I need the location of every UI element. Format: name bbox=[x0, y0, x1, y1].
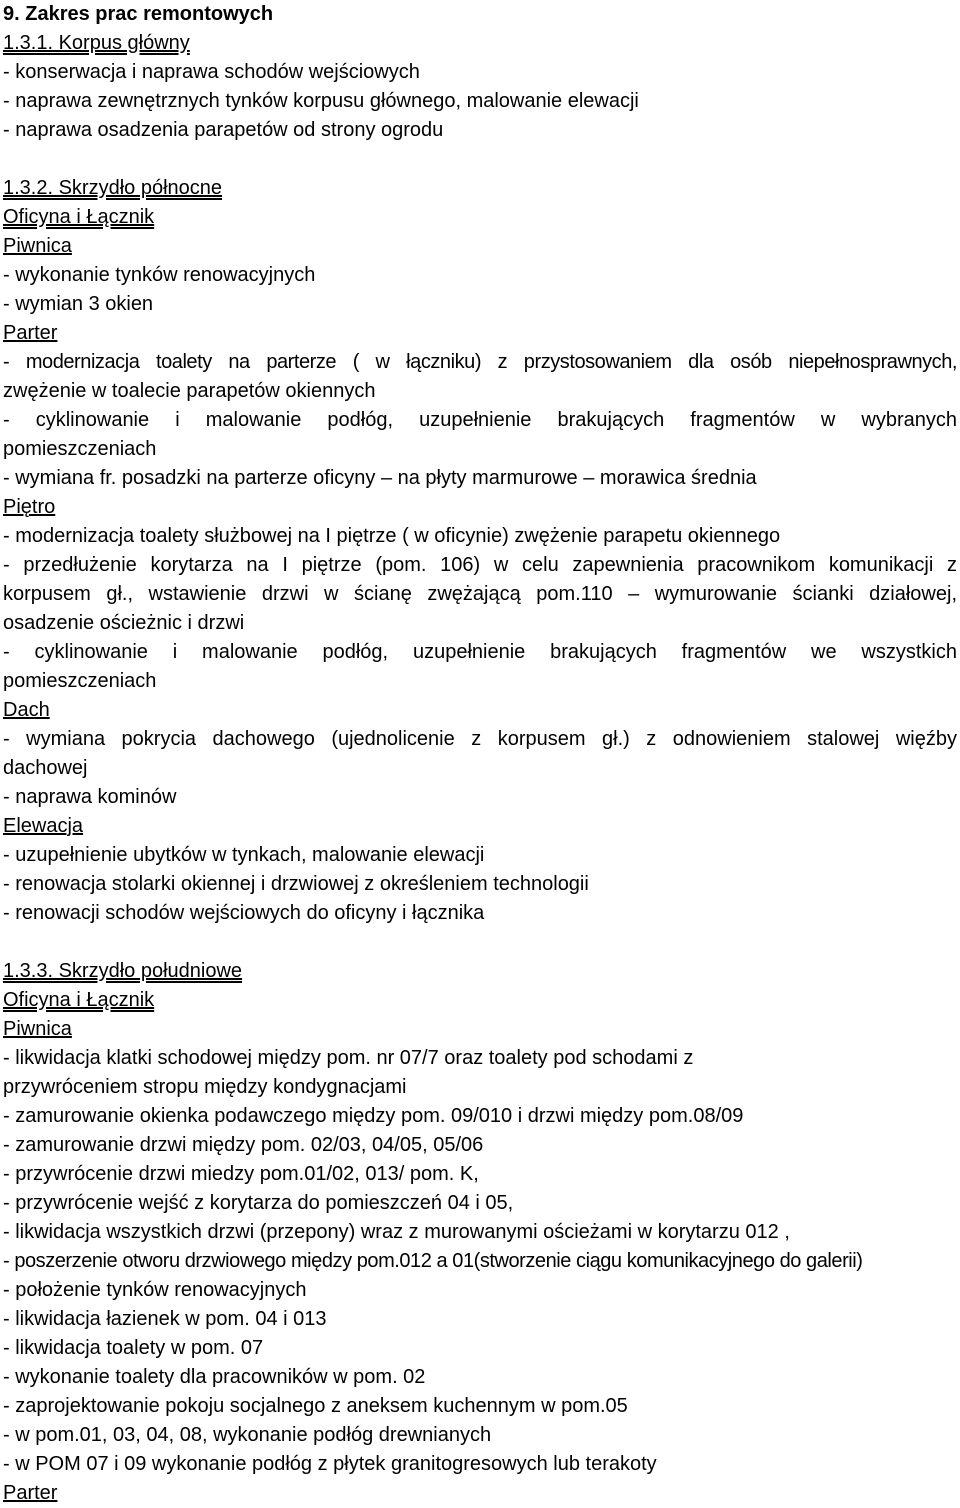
polnocne-piwnica-item: - wykonanie tynków renowacyjnych bbox=[3, 264, 316, 286]
polnocne-dach-item: dachowej bbox=[3, 757, 88, 779]
polnocne-pietro-label: Piętro bbox=[3, 496, 56, 518]
poludniowe-piwnica-item: - likwidacja łazienek w pom. 04 i 013 bbox=[3, 1308, 327, 1330]
polnocne-building: Oficyna i Łącznik bbox=[3, 206, 155, 228]
polnocne-pietro-item: korpusem gł., wstawienie drzwi w ścianę zwężającą pom.110 – wymurowanie ścianki działowej, bbox=[3, 583, 957, 605]
polnocne-dach-item: - naprawa kominów bbox=[3, 786, 177, 808]
document-page bbox=[3, 0, 957, 1508]
poludniowe-parter-label: Parter bbox=[3, 1482, 58, 1504]
poludniowe-piwnica-item: - położenie tynków renowacyjnych bbox=[3, 1279, 307, 1301]
poludniowe-piwnica-item: - w POM 07 i 09 wykonanie podłóg z płytek granitogresowych lub terakoty bbox=[3, 1453, 657, 1475]
polnocne-parter-item: zwężenie w toalecie parapetów okiennych bbox=[3, 380, 376, 402]
polnocne-parter-item: pomieszczeniach bbox=[3, 438, 157, 460]
polnocne-piwnica-label: Piwnica bbox=[3, 235, 72, 257]
poludniowe-heading: 1.3.3. Skrzydło południowe bbox=[3, 960, 243, 982]
poludniowe-building: Oficyna i Łącznik bbox=[3, 989, 155, 1011]
korpus-item: - naprawa zewnętrznych tynków korpusu głównego, malowanie elewacji bbox=[3, 90, 639, 112]
polnocne-parter-item: - wymiana fr. posadzki na parterze oficyny – na płyty marmurowe – morawica średnia bbox=[3, 467, 757, 489]
poludniowe-piwnica-item: - likwidacja klatki schodowej między pom. nr 07/7 oraz toalety pod schodami z bbox=[3, 1047, 694, 1069]
polnocne-pietro-item: - modernizacja toalety służbowej na I piętrze ( w oficynie) zwężenie parapetu okiennego bbox=[3, 525, 781, 547]
spacer bbox=[3, 928, 957, 957]
polnocne-elewacja-item: - renowacja stolarki okiennej i drzwiowej z określeniem technologii bbox=[3, 873, 589, 895]
polnocne-pietro-item: osadzenie ościeżnic i drzwi bbox=[3, 612, 245, 634]
section-title: 9. Zakres prac remontowych bbox=[3, 3, 274, 25]
polnocne-elewacja-item: - uzupełnienie ubytków w tynkach, malowanie elewacji bbox=[3, 844, 485, 866]
poludniowe-piwnica-item: - w pom.01, 03, 04, 08, wykonanie podłóg drewnianych bbox=[3, 1424, 492, 1446]
spacer bbox=[3, 145, 957, 174]
polnocne-pietro-item: pomieszczeniach bbox=[3, 670, 157, 692]
polnocne-parter-item: - cyklinowanie i malowanie podłóg, uzupełnienie brakujących fragmentów w wybranych bbox=[3, 409, 957, 431]
poludniowe-piwnica-item: przywróceniem stropu między kondygnacjami bbox=[3, 1076, 407, 1098]
poludniowe-piwnica-item: - zamurowanie drzwi między pom. 02/03, 04/05, 05/06 bbox=[3, 1134, 484, 1156]
poludniowe-piwnica-item: - wykonanie toalety dla pracowników w pom. 02 bbox=[3, 1366, 426, 1388]
poludniowe-piwnica-item: - przywrócenie wejść z korytarza do pomieszczeń 04 i 05, bbox=[3, 1192, 514, 1214]
poludniowe-piwnica-item: - likwidacja wszystkich drzwi (przepony) wraz z murowanymi ościeżami w korytarzu 012 , bbox=[3, 1221, 790, 1243]
poludniowe-piwnica-item: - przywrócenie drzwi miedzy pom.01/02, 013/ pom. K, bbox=[3, 1163, 479, 1185]
poludniowe-piwnica-item: - likwidacja toalety w pom. 07 bbox=[3, 1337, 264, 1359]
polnocne-parter-label: Parter bbox=[3, 322, 58, 344]
korpus-heading: 1.3.1. Korpus główny bbox=[3, 32, 190, 54]
polnocne-dach-item: - wymiana pokrycia dachowego (ujednolicenie z korpusem gł.) z odnowieniem stalowej więźby bbox=[3, 728, 957, 750]
polnocne-pietro-item: - cyklinowanie i malowanie podłóg, uzupełnienie brakujących fragmentów we wszystkich bbox=[3, 641, 957, 663]
polnocne-dach-label: Dach bbox=[3, 699, 50, 721]
polnocne-parter-item: - modernizacja toalety na parterze ( w łączniku) z przystosowaniem dla osób niepełnosprawnych, bbox=[3, 351, 957, 373]
polnocne-elewacja-label: Elewacja bbox=[3, 815, 84, 837]
poludniowe-piwnica-label: Piwnica bbox=[3, 1018, 72, 1040]
poludniowe-piwnica-item: - zamurowanie okienka podawczego między pom. 09/010 i drzwi między pom.08/09 bbox=[3, 1105, 744, 1127]
polnocne-elewacja-item: - renowacji schodów wejściowych do oficyny i łącznika bbox=[3, 902, 485, 924]
polnocne-heading: 1.3.2. Skrzydło północne bbox=[3, 177, 223, 199]
polnocne-piwnica-item: - wymian 3 okien bbox=[3, 293, 154, 315]
korpus-item: - naprawa osadzenia parapetów od strony ogrodu bbox=[3, 119, 444, 141]
korpus-item: - konserwacja i naprawa schodów wejściowych bbox=[3, 61, 420, 83]
poludniowe-piwnica-item: - zaprojektowanie pokoju socjalnego z aneksem kuchennym w pom.05 bbox=[3, 1395, 628, 1417]
polnocne-pietro-item: - przedłużenie korytarza na I piętrze (pom. 106) w celu zapewnienia pracownikom komunikacji z bbox=[3, 554, 957, 576]
poludniowe-piwnica-item: - poszerzenie otworu drzwiowego między pom.012 a 01(stworzenie ciągu komunikacyjnego do galerii) bbox=[3, 1250, 863, 1272]
